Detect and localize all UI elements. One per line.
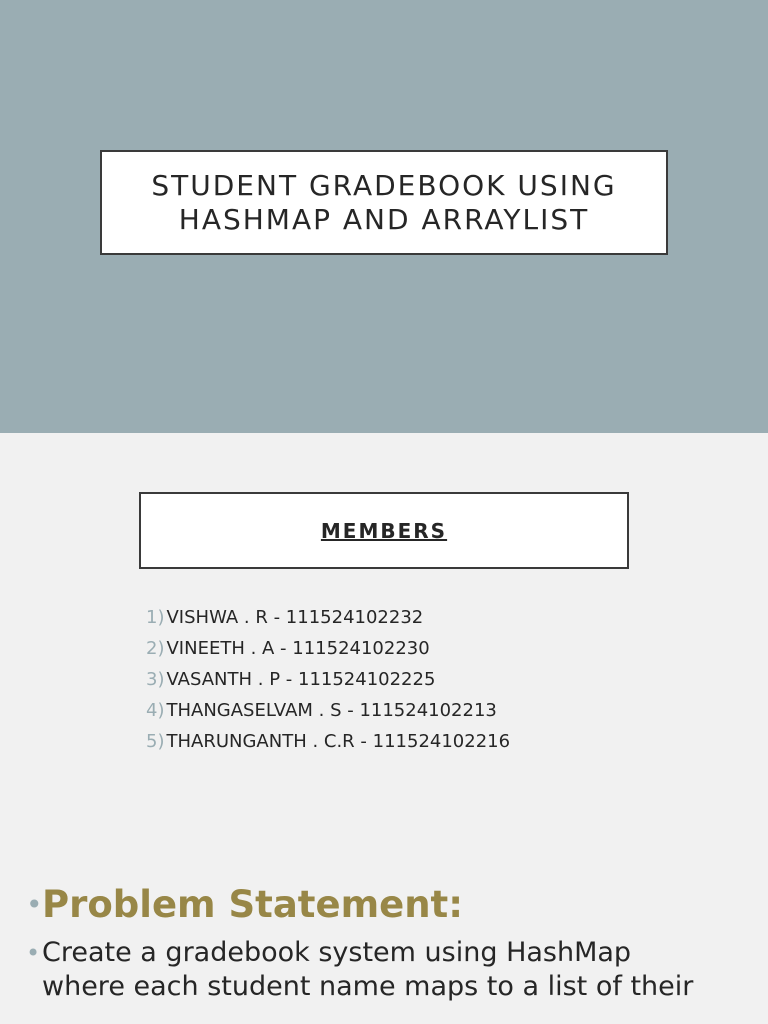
member-number: 3) <box>146 669 165 690</box>
member-number: 1) <box>146 607 165 628</box>
member-number: 4) <box>146 700 165 721</box>
members-heading-box <box>139 492 629 569</box>
member-item <box>146 664 510 695</box>
title-slide <box>0 0 768 433</box>
bullet-icon: • <box>26 939 41 967</box>
member-text: VASANTH . P - 111524102225 <box>166 669 436 690</box>
member-item <box>146 633 510 664</box>
members-heading: MEMBERS <box>320 518 448 543</box>
presentation-title: STUDENT GRADEBOOK USING HASHMAP AND ARRAYLIST <box>151 168 617 236</box>
member-text: VISHWA . R - 111524102232 <box>166 607 424 628</box>
member-list <box>146 602 510 757</box>
member-number: 5) <box>146 731 165 752</box>
member-item <box>146 602 510 633</box>
problem-heading-row <box>26 880 746 930</box>
bullet-icon: • <box>26 888 43 921</box>
member-item <box>146 695 510 726</box>
member-text: VINEETH . A - 111524102230 <box>166 638 430 659</box>
problem-heading: Problem Statement: <box>42 883 464 926</box>
member-text: THANGASELVAM . S - 111524102213 <box>166 700 497 721</box>
member-text: THARUNGANTH . C.R - 111524102216 <box>166 731 511 752</box>
problem-body-row <box>26 936 746 1004</box>
member-item <box>146 726 510 757</box>
member-number: 2) <box>146 638 165 659</box>
title-box <box>100 150 668 255</box>
problem-statement-section <box>26 880 746 1004</box>
problem-body: Create a gradebook system using HashMap where each student name maps to a list of their <box>42 937 694 1002</box>
